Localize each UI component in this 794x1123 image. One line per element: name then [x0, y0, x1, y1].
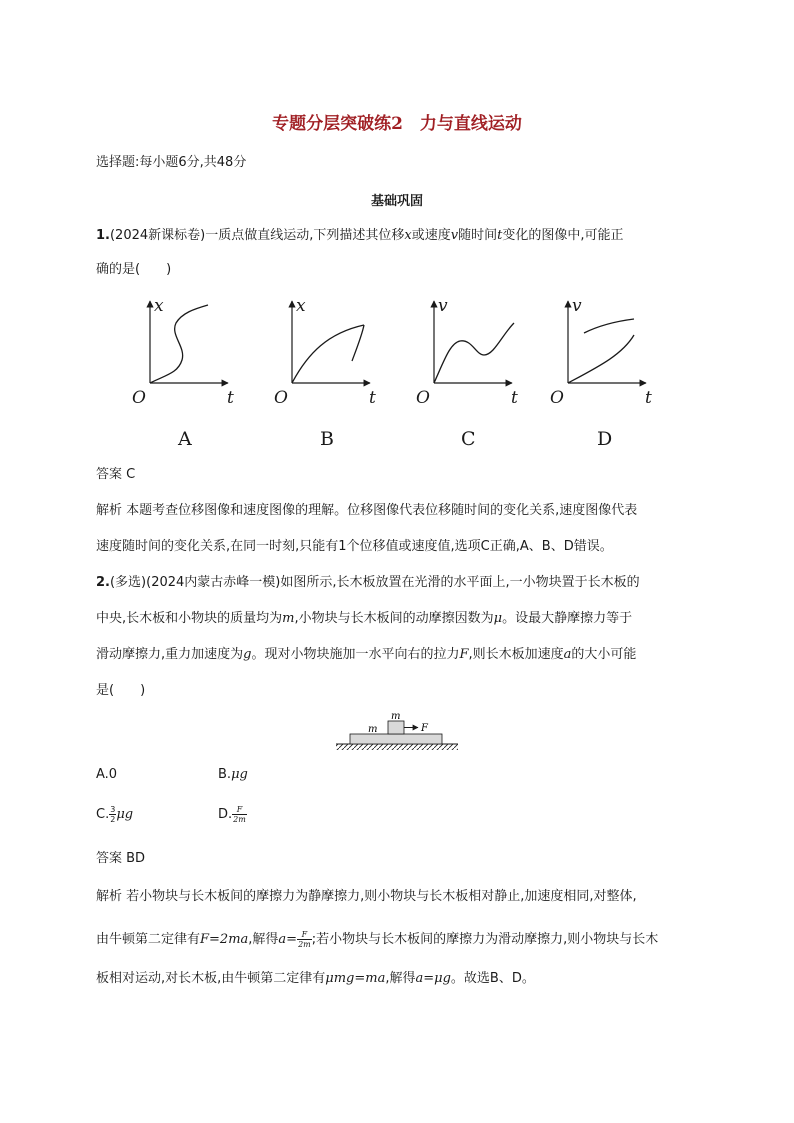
graph-d-xlabel: t [645, 388, 652, 408]
q2-answer: 答案 BD [96, 851, 146, 866]
q1-analysis-2: 速度随时间的变化关系,在同一时刻,只能有1个位移值或速度值,选项C正确,A、B、D错误。 [96, 539, 613, 554]
q2-eq-2-lhs: a= [278, 932, 298, 947]
q2-text-1: (多选)(2024内蒙古赤峰一模)如图所示,长木板放置在光滑的水平面上,一小物块置于长木板的 [109, 575, 640, 590]
q2-option-d [218, 805, 247, 824]
q1-line-2: 确的是( ) [96, 262, 172, 277]
q2-analysis-2b: ,解得 [248, 932, 279, 947]
q2-var-mu: μ [493, 611, 503, 626]
graph-c-origin: O [416, 388, 430, 408]
graph-b-origin: O [274, 388, 288, 408]
q2-option-a: A.0 [96, 767, 118, 782]
q2-option-c-fraction: $\frac{3}{2}$ [110, 805, 116, 824]
intro-text: 选择题:每小题6分,共48分 [96, 155, 247, 170]
q2-line-4: 是( ) [96, 683, 146, 698]
graph-c [416, 296, 518, 450]
q2-var-F: F [459, 647, 469, 662]
small-block [388, 721, 404, 734]
long-board [350, 734, 442, 744]
section-heading: 基础巩固 [370, 194, 423, 209]
graph-c-ylabel: v [438, 296, 448, 316]
q2-option-c-prefix: C. [96, 807, 110, 822]
graph-c-xlabel: t [511, 388, 518, 408]
q2-analysis-3a: 板相对运动,对长木板,由牛顿第二定律有 [96, 971, 326, 986]
graph-b-ylabel: x [296, 296, 306, 316]
graph-c-caption: C [461, 428, 476, 450]
q1-var-t: t [497, 228, 503, 243]
q1-text-b: 或速度 [411, 228, 451, 243]
q2-analysis-3c: 。故选B、D。 [450, 971, 535, 986]
graph-a-origin: O [132, 388, 146, 408]
q2-eq-2-fraction: $\frac{F}{2m}$ [298, 930, 311, 949]
q2-analysis-2c: ;若小物块与长木板间的摩擦力为滑动摩擦力,则小物块与长木 [311, 932, 659, 947]
q1-var-x: x [404, 228, 412, 243]
q2-eq-1: F=2ma [200, 932, 249, 947]
q2-option-b-expr: μg [231, 767, 248, 782]
q1-number: 1. [96, 228, 110, 243]
q2-option-c [96, 805, 133, 824]
q1-graphs [128, 295, 668, 455]
q2-analysis-2 [96, 930, 658, 949]
q2-text-3d: 的大小可能 [571, 647, 637, 662]
force-label: F [421, 723, 428, 734]
graph-d-origin: O [550, 388, 564, 408]
q2-number: 2. [96, 575, 110, 590]
graph-a-caption: A [178, 428, 192, 450]
block-mass-label: m [391, 711, 401, 722]
q2-option-d-prefix: D. [218, 807, 233, 822]
q1-text-a: (2024新课标卷)一质点做直线运动,下列描述其位移 [109, 228, 405, 243]
q2-var-a: a [563, 647, 572, 662]
graph-b [274, 296, 376, 450]
q2-line-1 [96, 574, 640, 592]
q2-text-2c: 。设最大静摩擦力等于 [502, 611, 633, 626]
q2-analysis-3 [96, 970, 535, 988]
q2-eq-4: a=μg [415, 971, 451, 986]
q1-answer: 答案 C [96, 467, 136, 482]
q2-text-2a: 中央,长木板和小物块的质量均为 [96, 611, 283, 626]
board-mass-label: m [368, 724, 378, 735]
graph-a-ylabel: x [154, 296, 164, 316]
q2-eq-3: μmg=ma [325, 971, 386, 986]
q1-line-1 [96, 227, 623, 245]
q2-option-b-prefix: B. [218, 767, 232, 782]
q1-text-c: 随时间 [458, 228, 498, 243]
ground-hatch [336, 744, 458, 750]
q2-figure [334, 708, 464, 754]
q2-text-3a: 滑动摩擦力,重力加速度为 [96, 647, 244, 662]
q2-var-g: g [243, 647, 252, 662]
graph-d-caption: D [597, 428, 613, 450]
graph-a-xlabel: t [227, 388, 234, 408]
graph-d-ylabel: v [572, 296, 582, 316]
q1-text-d: 变化的图像中,可能正 [502, 228, 624, 243]
graph-a [132, 296, 234, 450]
q2-option-c-expr: μg [116, 807, 134, 822]
q2-line-2 [96, 610, 632, 628]
graph-b-caption: B [320, 428, 334, 450]
graph-d [550, 296, 652, 450]
q2-text-2b: ,小物块与长木板间的动摩擦因数为 [294, 611, 494, 626]
q1-analysis-1: 解析 本题考查位移图像和速度图像的理解。位移图像代表位移随时间的变化关系,速度图像代表 [96, 503, 638, 518]
q1-var-v: v [450, 228, 459, 243]
q2-analysis-3b: ,解得 [385, 971, 416, 986]
q2-var-m: m [282, 611, 295, 626]
q2-analysis-1: 解析 若小物块与长木板间的摩擦力为静摩擦力,则小物块与长木板相对静止,加速度相同,对整体, [96, 889, 637, 904]
q2-text-3b: 。现对小物块施加一水平向右的拉力 [251, 647, 460, 662]
page-title: 专题分层突破练2 力与直线运动 [272, 114, 522, 134]
q2-option-d-fraction: $\frac{F}{2m}$ [233, 805, 246, 824]
q2-text-3c: ,则长木板加速度 [468, 647, 564, 662]
q2-analysis-2a: 由牛顿第二定律有 [96, 932, 201, 947]
q2-line-3 [96, 646, 636, 664]
graph-b-xlabel: t [369, 388, 376, 408]
q2-option-b [218, 767, 248, 782]
